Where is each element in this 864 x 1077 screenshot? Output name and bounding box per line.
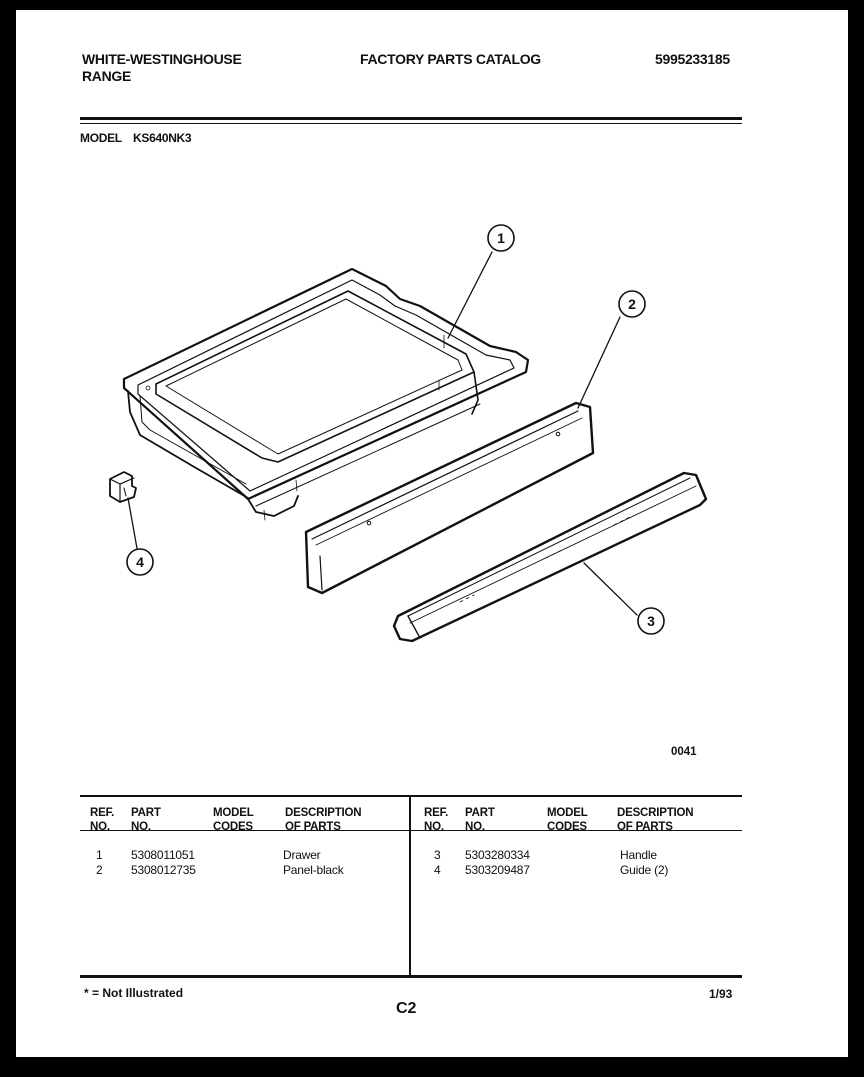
leader-line-4 (128, 498, 138, 554)
row-part-number: 5303209487 (465, 863, 530, 877)
header-desc-right: DESCRIPTION OF PARTS (617, 807, 694, 833)
catalog-title: FACTORY PARTS CATALOG (360, 51, 541, 67)
header-part-left: PART NO. (131, 807, 161, 833)
leader-line-3 (584, 563, 637, 615)
row-ref: 4 (434, 863, 441, 877)
callout-number-1: 1 (497, 230, 505, 246)
brand-line-2: RANGE (82, 68, 132, 84)
header-ref-left: REF. NO. (90, 807, 115, 833)
callout-number-3: 3 (647, 613, 655, 629)
row-part-number: 5308012735 (131, 863, 196, 877)
header-part-right: PART NO. (465, 807, 495, 833)
parts-diagram (16, 10, 848, 1057)
table-top-rule (80, 795, 742, 797)
page-code: C2 (396, 1000, 417, 1017)
row-description: Panel-black (283, 863, 344, 877)
row-ref: 1 (96, 848, 103, 862)
catalog-page (16, 10, 848, 1057)
model-label: MODEL (80, 131, 122, 145)
callout-number-4: 4 (136, 554, 144, 570)
catalog-number: 5995233185 (655, 51, 730, 67)
row-ref: 3 (434, 848, 441, 862)
row-description: Guide (2) (620, 863, 669, 877)
row-description: Drawer (283, 848, 321, 862)
table-center-divider (409, 797, 411, 977)
table-bottom-rule (80, 975, 742, 978)
header-model-left: MODEL CODES (213, 807, 254, 833)
figure-code: 0041 (671, 746, 697, 758)
row-part-number: 5308011051 (131, 848, 195, 862)
header-model-right: MODEL CODES (547, 807, 588, 833)
callout-number-2: 2 (628, 296, 636, 312)
row-part-number: 5303280334 (465, 848, 530, 862)
not-illustrated-note: * = Not Illustrated (84, 986, 184, 1000)
guide-illustration (110, 472, 136, 502)
revision-date: 1/93 (709, 987, 733, 1001)
row-description: Handle (620, 848, 657, 862)
brand-line-1: WHITE-WESTINGHOUSE (82, 51, 242, 67)
leader-line-2 (578, 317, 620, 408)
row-ref: 2 (96, 863, 103, 877)
header-ref-right: REF. NO. (424, 807, 449, 833)
leader-line-1 (448, 252, 492, 338)
model-number: KS640NK3 (133, 131, 192, 145)
header-desc-left: DESCRIPTION OF PARTS (285, 807, 362, 833)
